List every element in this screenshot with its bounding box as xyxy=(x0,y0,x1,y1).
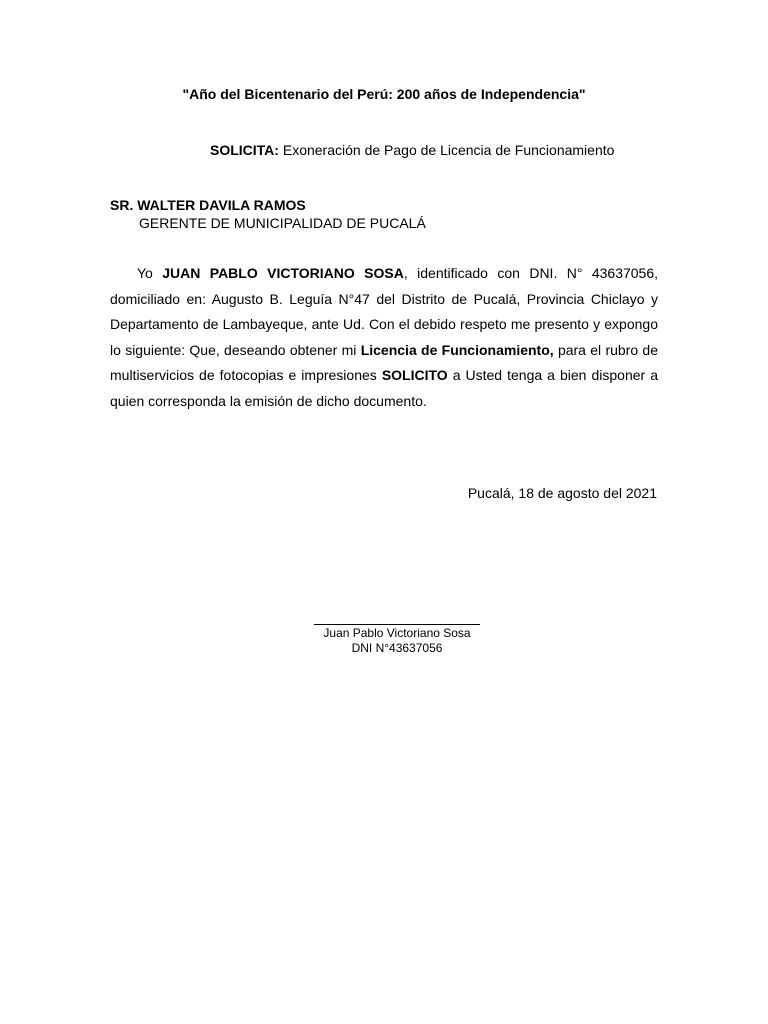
signature-name: Juan Pablo Victoriano Sosa xyxy=(323,626,471,640)
document-date: Pucalá, 18 de agosto del 2021 xyxy=(467,485,657,501)
document-motto: "Año del Bicentenario del Perú: 200 años de Independencia" xyxy=(182,86,586,102)
license-phrase: Licencia de Funcionamiento, xyxy=(360,341,554,358)
applicant-name: JUAN PABLO VICTORIANO SOSA xyxy=(162,265,404,281)
subject-label: SOLICITA: xyxy=(210,142,279,158)
signature-block xyxy=(314,624,480,656)
body-purpose: para el rubro de multiservicios de fotocopias e impresiones xyxy=(110,341,658,383)
solicito-word: SOLICITO xyxy=(381,367,448,383)
signature-line xyxy=(314,624,480,625)
subject-text: Exoneración de Pago de Licencia de Funcionamiento xyxy=(278,142,615,158)
body-closing: a Usted tenga a bien disponer a quien corresponda la emisión de dicho documento. xyxy=(110,367,658,409)
body-details: , identificado con DNI. N° 43637056, domiciliado en: Augusto B. Leguía N°47 del Distrito de Pucalá, Provincia Chiclayo y Departamento de Lambayeque, ante Ud. Con el debido respeto me presento y expongo lo siguiente: Que, deseando obtener mi xyxy=(110,265,659,358)
request-body xyxy=(110,261,658,414)
signature-dni: DNI N°43637056 xyxy=(351,641,443,655)
recipient-name: SR. WALTER DAVILA RAMOS xyxy=(110,197,306,213)
body-intro: Yo xyxy=(137,265,163,281)
subject-line xyxy=(210,141,614,159)
recipient-role: GERENTE DE MUNICIPALIDAD DE PUCALÁ xyxy=(139,215,426,231)
